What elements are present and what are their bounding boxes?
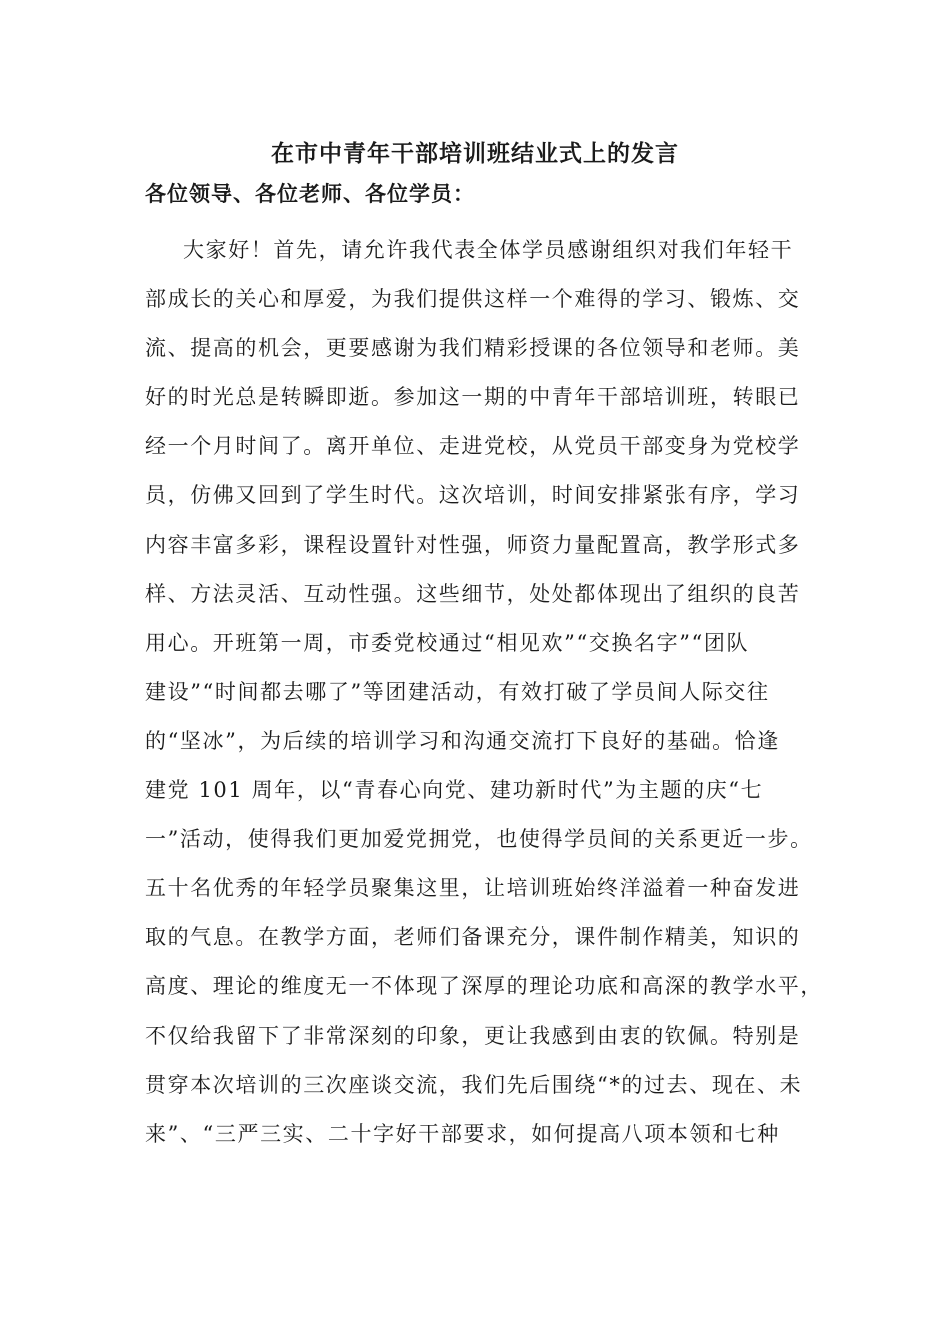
document-title: 在市中青年干部培训班结业式上的发言 [271, 140, 679, 167]
salutation: 各位领导、各位老师、各位学员： [145, 181, 475, 206]
body-paragraph [145, 232, 825, 1165]
text-line: 流、提高的机会，更要感谢为我们精彩授课的各位领导和老师。美 [145, 336, 801, 361]
text-line: 经一个月时间了。离开单位、走进党校，从党员干部变身为党校学 [145, 434, 801, 459]
text-line: 建设”“时间都去哪了”等团建活动，有效打破了学员间人际交往 [145, 679, 770, 704]
text-line: 不仅给我留下了非常深刻的印象，更让我感到由衷的钦佩。特别是 [145, 1023, 801, 1048]
text-line: 高度、理论的维度无一不体现了深厚的理论功底和高深的教学水平， [145, 974, 823, 999]
text-line: 五十名优秀的年轻学员聚集这里，让培训班始终洋溢着一种奋发进 [145, 876, 801, 901]
text-line: 好的时光总是转瞬即逝。参加这一期的中青年干部培训班，转眼已 [145, 385, 801, 410]
text-line: 员，仿佛又回到了学生时代。这次培训，时间安排紧张有序，学习 [145, 483, 801, 508]
text-line: 取的气息。在教学方面，老师们备课充分，课件制作精美，知识的 [145, 925, 801, 950]
text-line: 一”活动，使得我们更加爱党拥党，也使得学员间的关系更近一步。 [145, 827, 813, 852]
text-line: 用心。开班第一周，市委党校通过“相见欢”“交换名字”“团队 [145, 630, 750, 655]
text-line: 部成长的关心和厚爱，为我们提供这样一个难得的学习、锻炼、交 [145, 287, 801, 312]
text-line: 贯穿本次培训的三次座谈交流，我们先后围绕“*的过去、现在、未 [145, 1072, 803, 1097]
text-line: 大家好！首先，请允许我代表全体学员感谢组织对我们年轻干 [183, 238, 794, 262]
text-line: 内容丰富多彩，课程设置针对性强，师资力量配置高，教学形式多 [145, 532, 801, 557]
text-line: 来”、“三严三实、二十字好干部要求，如何提高八项本领和七种 [145, 1121, 780, 1146]
text-line: 的“坚冰”，为后续的培训学习和沟通交流打下良好的基础。恰逢 [145, 728, 780, 753]
text-line: 建党 101 周年，以“青春心向党、建功新时代”为主题的庆“七 [145, 778, 764, 803]
text-line: 样、方法灵活、互动性强。这些细节，处处都体现出了组织的良苦 [145, 581, 801, 606]
